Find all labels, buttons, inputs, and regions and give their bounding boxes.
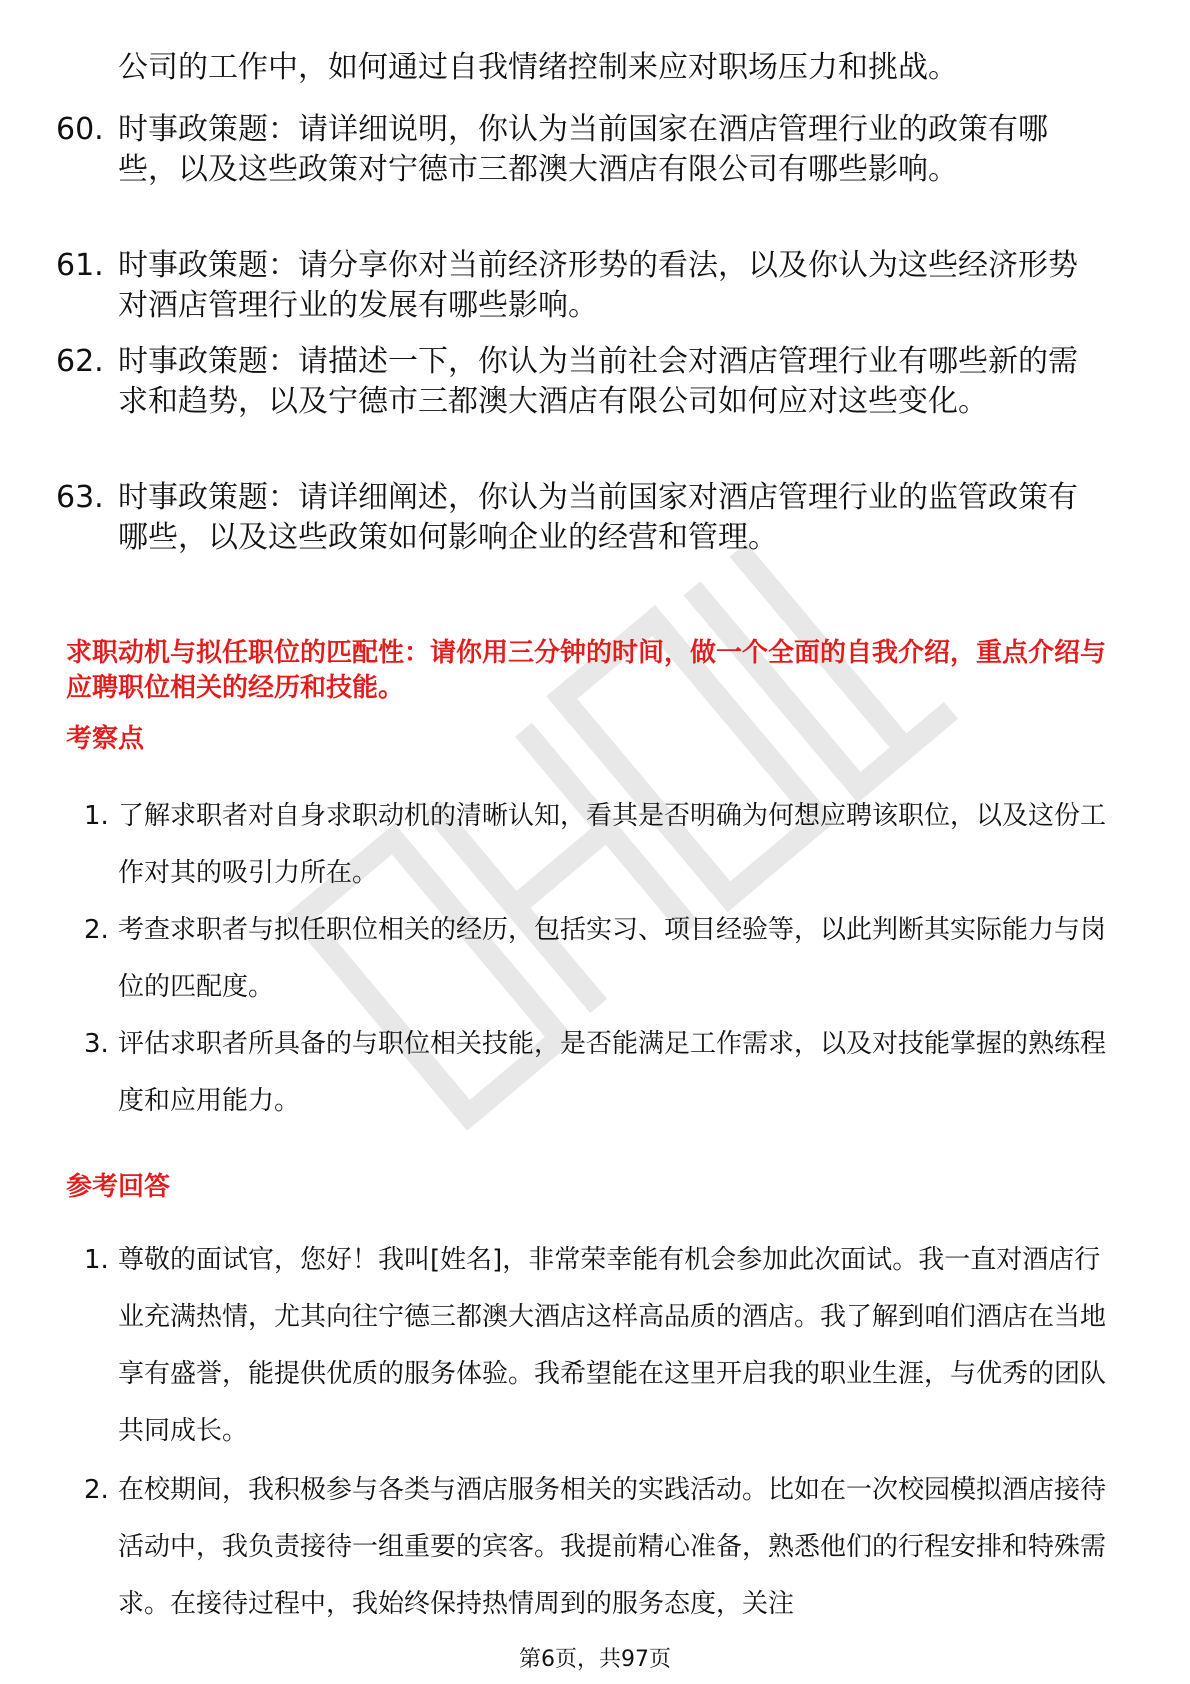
item-number: 1.	[84, 801, 109, 831]
item-text: 尊敬的面试官，您好！我叫[姓名]，非常荣幸能有机会参加此次面试。我一直对酒店行业充满热情，尤其向往宁德三都澳大酒店这样高品质的酒店。我了解到咱们酒店在当地享有盛誉，能提供优质的服务体验。我希望能在这里开启我的职业生涯，与优秀的团队共同成长。	[118, 1245, 1107, 1446]
question-text: 时事政策题：请详细说明，你认为当前国家在酒店管理行业的政策有哪些，以及这些政策对宁德市三都澳大酒店有限公司有哪些影响。	[118, 112, 1048, 187]
answer-item	[84, 1232, 1124, 1460]
item-number: 1.	[84, 1245, 109, 1275]
item-number: 2.	[84, 915, 109, 945]
question-number: 60.	[56, 112, 104, 147]
item-text: 考查求职者与拟任职位相关的经历，包括实习、项目经验等，以此判断其实际能力与岗位的匹配度。	[118, 915, 1107, 1002]
question-61	[56, 246, 1086, 326]
question-number: 63.	[56, 480, 104, 515]
item-number: 3.	[84, 1029, 109, 1059]
question-number: 61.	[56, 248, 104, 283]
answer-item	[84, 1462, 1124, 1633]
item-text: 了解求职者对自身求职动机的清晰认知，看其是否明确为何想应聘该职位，以及这份工作对其的吸引力所在。	[118, 801, 1107, 888]
reference-answer-title: 参考回答	[66, 1172, 171, 1202]
question-62	[56, 342, 1086, 422]
exam-point-item	[84, 902, 1124, 1016]
item-text: 评估求职者所具备的与职位相关技能，是否能满足工作需求，以及对技能掌握的熟练程度和应用能力。	[118, 1029, 1107, 1116]
page-footer: 第6页，共97页	[519, 1647, 671, 1672]
item-text: 在校期间，我积极参与各类与酒店服务相关的实践活动。比如在一次校园模拟酒店接待活动中，我负责接待一组重要的宾客。我提前精心准备，熟悉他们的行程安排和特殊需求。在接待过程中，我始终保持热情周到的服务态度，关注	[118, 1475, 1107, 1619]
section-heading: 求职动机与拟任职位的匹配性：请你用三分钟的时间，做一个全面的自我介绍，重点介绍与应聘职位相关的经历和技能。	[66, 638, 1107, 703]
question-number: 62.	[56, 344, 104, 379]
question-59-continuation: 公司的工作中，如何通过自我情绪控制来应对职场压力和挑战。	[118, 50, 958, 85]
exam-points-title: 考察点	[66, 724, 145, 754]
exam-point-item	[84, 788, 1124, 902]
question-63	[56, 478, 1086, 558]
question-text: 时事政策题：请描述一下，你认为当前社会对酒店管理行业有哪些新的需求和趋势，以及宁德市三都澳大酒店有限公司如何应对这些变化。	[118, 344, 1078, 419]
question-text: 时事政策题：请分享你对当前经济形势的看法，以及你认为这些经济形势对酒店管理行业的发展有哪些影响。	[118, 248, 1078, 323]
exam-point-item	[84, 1016, 1124, 1130]
question-text: 时事政策题：请详细阐述，你认为当前国家对酒店管理行业的监管政策有哪些，以及这些政策如何影响企业的经营和管理。	[118, 480, 1078, 555]
item-number: 2.	[84, 1475, 109, 1505]
question-60	[56, 110, 1086, 190]
